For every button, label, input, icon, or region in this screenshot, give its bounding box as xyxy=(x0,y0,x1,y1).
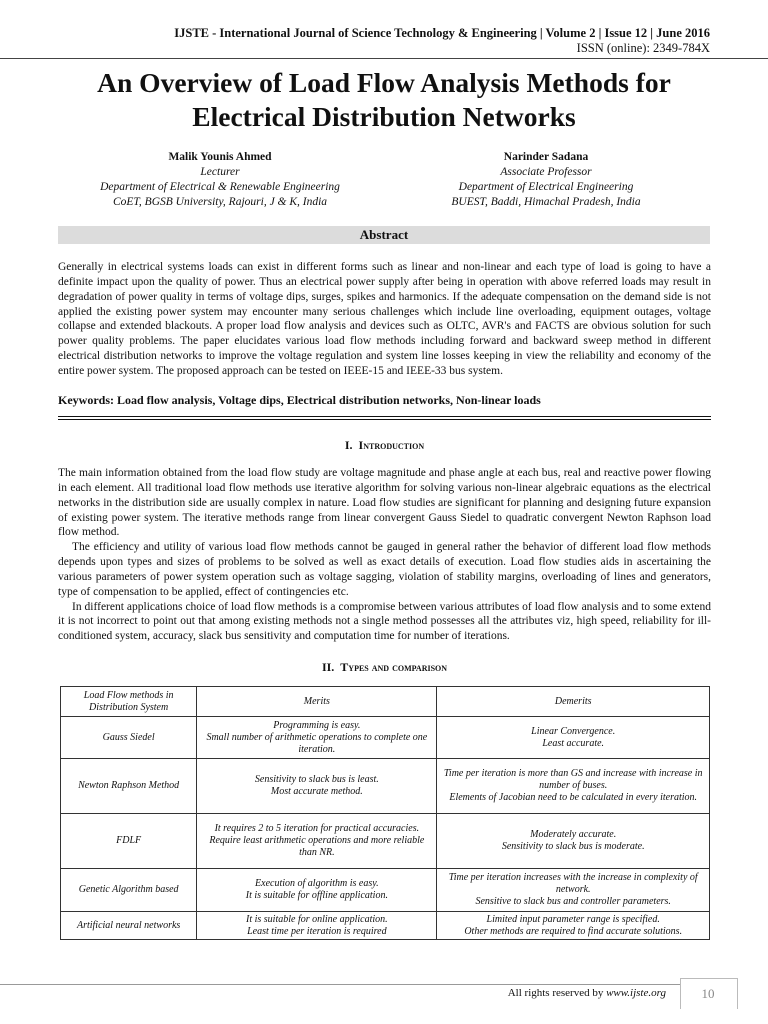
merits-cell xyxy=(197,912,437,940)
introduction-body xyxy=(58,466,711,644)
method-cell: Newton Raphson Method xyxy=(61,759,197,814)
paragraph: In different applications choice of load flow methods is a compromise between various attributes of load flow analysis and to some extend it is not incorrect to point out that among existing methods not a single method possesses all the attributes viz, high speed, reliability for ill-conditioned system, accuracy, slack bus sensitivity and computation time for number of iterations. xyxy=(58,600,711,643)
merit-item: Small number of arithmetic operations to complete one iteration. xyxy=(206,731,428,755)
author-2 xyxy=(396,150,696,210)
comparison-table xyxy=(60,686,710,940)
merit-item: Sensitivity to slack bus is least. xyxy=(254,774,379,785)
table-header-row xyxy=(61,687,710,717)
paper-title xyxy=(40,66,728,134)
author-department: Department of Electrical & Renewable Engineering xyxy=(100,181,340,193)
section-title: Types and comparison xyxy=(340,660,448,674)
merit-item: It requires 2 to 5 iteration for practical accuracies. xyxy=(214,823,420,834)
demerits-cell xyxy=(437,814,710,869)
demerit-item: Other methods are required to find accurate solutions. xyxy=(464,925,683,937)
section-divider xyxy=(58,416,711,417)
demerit-item: Least accurate. xyxy=(542,737,605,749)
author-institution: CoET, BGSB University, Rajouri, J & K, India xyxy=(112,196,328,208)
merit-item: Least time per iteration is required xyxy=(247,925,387,937)
demerit-item: Limited input parameter range is specified. xyxy=(486,913,660,925)
merit-item: It is suitable for online application. xyxy=(246,913,388,925)
section-title: Introduction xyxy=(358,438,425,452)
title-line-1: An Overview of Load Flow Analysis Methods for xyxy=(97,67,671,98)
footer-url[interactable]: www.ijste.org xyxy=(606,987,666,999)
method-cell: Artificial neural networks xyxy=(61,912,197,940)
table-row xyxy=(61,869,710,912)
issn: ISSN (online): 2349-784X xyxy=(576,41,710,55)
merit-item: Programming is easy. xyxy=(273,719,361,731)
table-row xyxy=(61,912,710,940)
method-cell: FDLF xyxy=(61,814,197,869)
abstract-text: Generally in electrical systems loads can exist in different forms such as linear and non-linear and each type of load is going to have a definite impact upon the quality of power. Thus an electrical power supply after being in operation with above referred loads may result in degradation of power quality in terms of voltage dips, surges, spikes and harmonics. If the adequate compensation on the demand side is not applied the existing power system may encounter many serious challenges which include line overloading, equipment outages, voltage collapse and extended blackouts. A proper load flow analysis and devices such as OLTC, AVR's and FACTS are obvious solution for such power quality problems. The paper elucidates various load flow methods including forward and backward sweep method in different electrical distribution networks to improve the voltage regulation and system line losses keeping in view the reliability and economy of the entire power system. The proposed approach can be tested on IEEE-15 and IEEE-33 bus system. xyxy=(58,261,711,377)
footer-divider xyxy=(0,984,680,985)
author-institution: BUEST, Baddi, Himachal Pradesh, India xyxy=(451,196,641,208)
footer-rights-text: All rights reserved by xyxy=(507,987,604,999)
author-1 xyxy=(70,150,370,210)
footer-rights xyxy=(508,987,666,999)
demerits-cell xyxy=(437,759,710,814)
merit-item: Execution of algorithm is easy. xyxy=(255,878,379,889)
title-line-2: Electrical Distribution Networks xyxy=(192,101,576,132)
demerits-cell xyxy=(437,717,710,759)
header-merits: Merits xyxy=(197,687,437,717)
author-role: Lecturer xyxy=(200,166,240,178)
section-number: I. xyxy=(344,438,353,452)
table-row xyxy=(61,759,710,814)
demerit-item: Time per iteration is more than GS and increase with increase in number of buses. xyxy=(443,768,703,791)
header-method: Load Flow methods in Distribution System xyxy=(61,687,197,717)
merits-cell xyxy=(197,759,437,814)
section-heading-types xyxy=(58,660,711,675)
demerit-item: Time per iteration increases with the increase in complexity of network. xyxy=(448,872,698,895)
section-heading-introduction xyxy=(58,438,711,453)
merit-item: Most accurate method. xyxy=(270,786,363,797)
paragraph: The main information obtained from the load flow study are voltage magnitude and phase angle at each bus, real and reactive power flowing in each element. All traditional load flow methods use iterative algorithm for solving various non-linear algebraic equations as the electrical networks in the distribution side are usually complex in nature. Load flow studies are significant for planning and designing future expansion of existing power system. The iterative methods range from linear convergent Gauss Siedel to quadratic convergent Newton Raphson load flow method. xyxy=(58,467,711,539)
demerit-item: Elements of Jacobian need to be calculated in every iteration. xyxy=(449,792,698,803)
header-divider xyxy=(0,58,768,59)
author-department: Department of Electrical Engineering xyxy=(458,181,634,193)
author-role: Associate Professor xyxy=(500,166,592,178)
demerits-cell xyxy=(437,869,710,912)
keywords: Keywords: Load flow analysis, Voltage dips, Electrical distribution networks, Non-linear loads xyxy=(58,393,541,407)
merit-item: It is suitable for offline application. xyxy=(245,890,388,901)
page-number: 10 xyxy=(701,986,715,1001)
demerit-item: Sensitive to slack bus and controller parameters. xyxy=(475,896,671,907)
section-number: II. xyxy=(321,660,335,674)
table-row xyxy=(61,717,710,759)
header-demerits: Demerits xyxy=(437,687,710,717)
method-cell: Gauss Siedel xyxy=(61,717,197,759)
demerit-item: Moderately accurate. xyxy=(530,829,617,840)
journal-header: IJSTE - International Journal of Science Technology & Engineering | Volume 2 | Issue 12 | June 2016 xyxy=(174,26,710,40)
demerit-item: Sensitivity to slack bus is moderate. xyxy=(501,841,645,852)
table-row xyxy=(61,814,710,869)
section-divider xyxy=(58,419,711,420)
author-name: Malik Younis Ahmed xyxy=(168,151,272,163)
method-cell: Genetic Algorithm based xyxy=(61,869,197,912)
author-name: Narinder Sadana xyxy=(503,151,589,163)
merits-cell xyxy=(197,814,437,869)
demerits-cell xyxy=(437,912,710,940)
abstract-heading: Abstract xyxy=(58,226,710,244)
merit-item: Require least arithmetic operations and more reliable than NR. xyxy=(209,835,425,858)
merits-cell xyxy=(197,717,437,759)
demerit-item: Linear Convergence. xyxy=(531,725,616,737)
paragraph: The efficiency and utility of various load flow methods cannot be gauged in general rather the behavior of different load flow methods depends upon types and sizes of problems to be solved as well as exact details of execution. Load flow studies aids in ascertaining the various parameters of power system operation such as voltage sagging, violation of stability margins, overloading of lines and generators, type of compensation to be applied, effect of contingencies etc. xyxy=(58,541,711,598)
merits-cell xyxy=(197,869,437,912)
